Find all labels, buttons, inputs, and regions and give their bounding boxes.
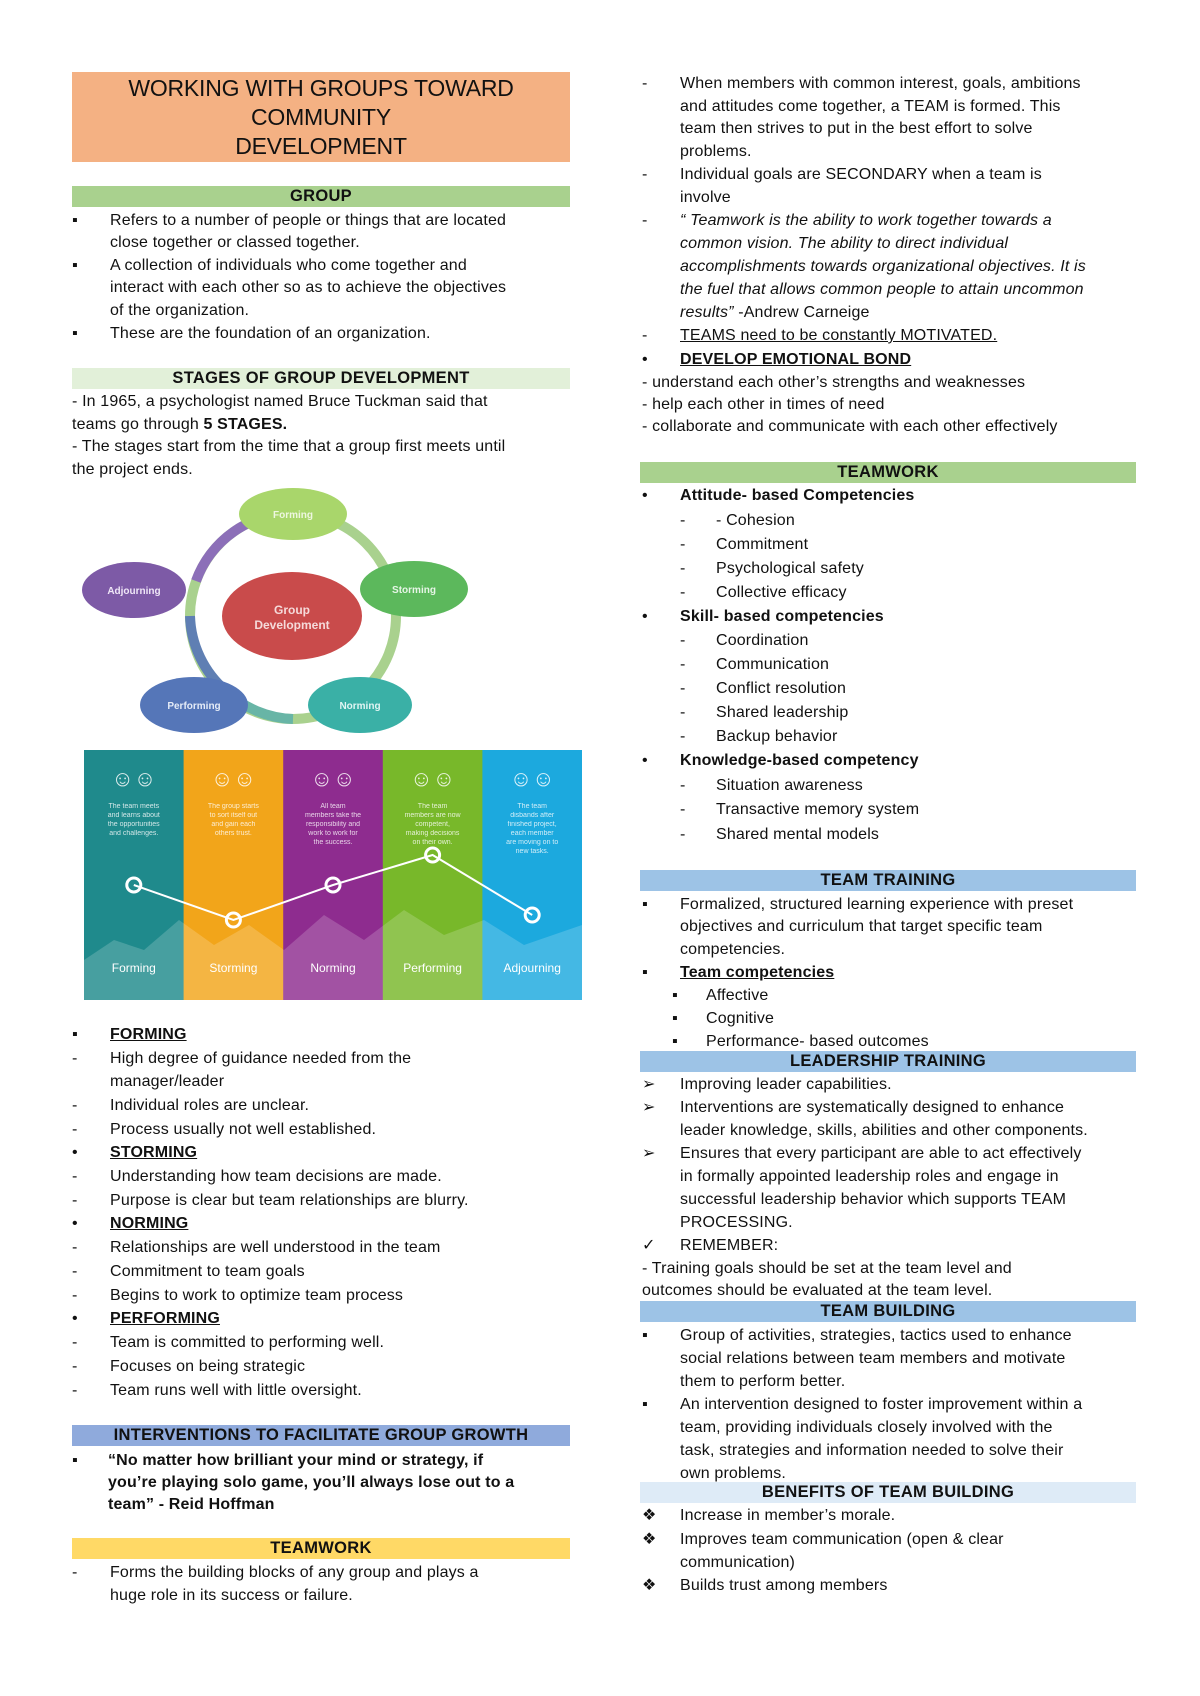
tuckman-stages-banner [84,750,582,1000]
team-people-icon: ☺☺ [310,766,356,791]
banner-description-line: members are now [404,812,461,819]
banner-description-line: The team [417,803,448,810]
norming-item-1: Relationships are well understood in the team [110,1239,441,1256]
stages-p1-line-2 [72,414,287,436]
right-item-1-line-1: When members with common interest, goals, ambitions [680,75,1081,92]
cycle-node-adjourning-label: Adjourning [107,586,161,597]
banner-description-line: The group starts [207,803,259,810]
bond-item-1: - understand each other’s strengths and weaknesses [642,374,1026,391]
teamwork-right-header: TEAMWORK [640,462,1136,483]
team-people-icon: ☺☺ [111,766,157,791]
banner-description-line: responsibility and [305,821,361,828]
cycle-node-forming-label: Forming [273,510,313,521]
forming-item-1-line-1: High degree of guidance needed from the [110,1050,412,1067]
bullet-dot: • [72,1215,78,1232]
bullet-square: ▪ [72,1452,78,1469]
bullet-square: ▪ [72,325,78,342]
dash: - [680,632,686,649]
team-people-icon: ☺☺ [210,766,256,791]
banner-description-line: competent, [415,821,450,828]
stages-header: STAGES OF GROUP DEVELOPMENT [72,368,570,389]
bullet-dot: • [642,351,648,368]
dash: - [642,327,648,344]
stages-count: 5 STAGES. [203,416,288,433]
knowledge-item-1: Situation awareness [716,777,863,794]
banner-description-line: making decisions [405,830,460,837]
team-building-item-1-line-2: social relations between team members and motivate [680,1350,1066,1367]
team-building-item-1-line-3: them to perform better. [680,1373,846,1390]
norming-item-3: Begins to work to optimize team process [110,1287,404,1304]
dash: - [72,1168,78,1185]
knowledge-title: Knowledge-based competency [680,752,919,769]
bond-item-3: - collaborate and communicate with each other effectively [642,418,1058,435]
bullet-square: ▪ [72,212,78,229]
right-item-1-line-3: team then strives to put in the best effort to solve [680,120,1033,137]
benefit-item-1: Increase in member’s morale. [680,1507,896,1524]
arrowhead-bullet-icon: ➢ [642,1076,656,1093]
motivated-line: TEAMS need to be constantly MOTIVATED. [680,327,998,344]
dash: - [72,1192,78,1209]
bullet-square: ▪ [72,257,78,274]
banner-description-line: The team meets [108,803,160,810]
remember-label: REMEMBER: [680,1237,779,1254]
leadership-item-3-line-3: successful leadership behavior which supports TEAM [680,1191,1067,1208]
forming-title: FORMING [110,1026,187,1043]
performing-item-1: Team is committed to performing well. [110,1334,385,1351]
benefit-item-2-line-1: Improves team communication (open & clear [680,1531,1004,1548]
cycle-node-performing-label: Performing [167,701,221,712]
interventions-quote-line-3: team” - Reid Hoffman [108,1496,275,1513]
knowledge-item-2: Transactive memory system [716,801,920,818]
norming-title: NORMING [110,1215,189,1232]
team-building-header: TEAM BUILDING [640,1301,1136,1322]
dash: - [72,1334,78,1351]
bond-title: DEVELOP EMOTIONAL BOND [680,351,912,368]
team-people-icon: ☺☺ [509,766,555,791]
group-item-1-line-1: Refers to a number of people or things that are located [110,212,507,229]
knowledge-item-3: Shared mental models [716,826,880,843]
banner-description-line: each member [510,830,554,837]
bullet-dot: • [642,487,648,504]
dash: - [680,704,686,721]
banner-description-line: the opportunities [107,821,160,828]
bullet-square: ▪ [642,896,648,913]
bullet-square: ▪ [642,964,648,981]
dash: - [680,560,686,577]
dash: - [72,1121,78,1138]
quote-author: -Andrew Carneige [733,304,870,321]
dash: - [642,166,648,183]
right-item-2-line-2: involve [680,189,731,206]
arrowhead-bullet-icon: ➢ [642,1145,656,1162]
leadership-item-2-line-1: Interventions are systematically designed to enhance [680,1099,1065,1116]
dash: - [680,584,686,601]
bullet-square: ▪ [672,1033,678,1050]
attitude-item-2: Commitment [716,536,809,553]
bullet-square: ▪ [672,1010,678,1027]
banner-label-storming: Storming [209,961,258,975]
title-line-2: COMMUNITY [250,104,392,130]
interventions-quote-line-1: “No matter how brilliant your mind or strategy, if [108,1452,484,1469]
attitude-item-1: - Cohesion [716,512,795,529]
leadership-item-3-line-2: in formally appointed leadership roles and engage in [680,1168,1059,1185]
teamwork-left-item-line-2: huge role in its success or failure. [110,1587,353,1604]
benefits-header: BENEFITS OF TEAM BUILDING [640,1482,1136,1503]
forming-item-2: Individual roles are unclear. [110,1097,310,1114]
banner-label-norming: Norming [310,961,356,975]
dash: - [680,512,686,529]
banner-description-line: members take the [304,812,362,819]
bullet-dot: • [642,752,648,769]
stages-p2-line-2: the project ends. [72,461,193,478]
title-line-1: WORKING WITH GROUPS TOWARD [128,75,514,101]
benefit-item-2-line-2: communication) [680,1554,796,1571]
stages-p2-line-1: - The stages start from the time that a group first meets until [72,438,506,455]
leadership-item-3-line-1: Ensures that every participant are able to act effectively [680,1145,1082,1162]
dash: - [642,75,648,92]
team-building-item-1-line-1: Group of activities, strategies, tactics used to enhance [680,1327,1072,1344]
performing-item-2: Focuses on being strategic [110,1358,306,1375]
interventions-quote-line-2: you’re playing solo game, you’ll always lose out to a [108,1474,515,1491]
group-item-2-line-1: A collection of individuals who come together and [110,257,467,274]
bullet-dot: • [72,1310,78,1327]
dash: - [680,680,686,697]
group-development-cycle-diagram [76,486,476,741]
leadership-note-line-1: - Training goals should be set at the team level and [642,1260,1012,1277]
team-competency-2: Cognitive [706,1010,775,1027]
title-line-3: DEVELOPMENT [235,133,407,159]
quote-line-2: common vision. The ability to direct individual [680,235,1009,252]
storming-item-1: Understanding how team decisions are made. [110,1168,442,1185]
leadership-training-header: LEADERSHIP TRAINING [640,1051,1136,1072]
team-building-item-2-line-3: task, strategies and information needed to solve their [680,1442,1064,1459]
attitude-item-3: Psychological safety [716,560,864,577]
dash: - [72,1239,78,1256]
banner-description-line: the success. [313,839,353,846]
banner-description-line: The team [517,803,547,810]
cycle-center-label-1: Group [274,603,310,617]
team-people-icon: ☺☺ [410,766,456,791]
skill-item-5: Backup behavior [716,728,838,745]
leadership-item-1: Improving leader capabilities. [680,1076,892,1093]
dash: - [72,1050,78,1067]
bullet-square: ▪ [672,987,678,1004]
dash: - [72,1287,78,1304]
group-item-2-line-2: interact with each other so as to achieve the objectives [110,279,507,296]
quote-end: results” [680,304,734,321]
group-item-3-line-1: These are the foundation of an organization. [110,325,431,342]
banner-label-adjourning: Adjourning [503,961,561,975]
quote-line-3: accomplishments towards organizational objectives. It is [680,258,1086,275]
banner-label-forming: Forming [111,961,156,975]
skill-item-3: Conflict resolution [716,680,847,697]
bullet-dot: • [72,1144,78,1161]
banner-description-line: disbands after [510,812,555,819]
team-training-item-1-line-2: objectives and curriculum that target specific team [680,918,1043,935]
team-competencies-title: Team competencies [680,964,835,981]
performing-title: PERFORMING [110,1310,220,1327]
bond-item-2: - help each other in times of need [642,396,885,413]
diamond-bullet-icon: ❖ [642,1507,657,1524]
skill-item-2: Communication [716,656,830,673]
leadership-note-line-2: outcomes should be evaluated at the team level. [642,1282,993,1299]
group-item-2-line-3: of the organization. [110,302,250,319]
teamwork-left-header: TEAMWORK [72,1538,570,1559]
teamwork-left-item-line-1: Forms the building blocks of any group and plays a [110,1564,479,1581]
banner-description-line: are moving on to [506,839,559,846]
bullet-square: ▪ [642,1396,648,1413]
diamond-bullet-icon: ❖ [642,1577,657,1594]
dash: - [72,1564,78,1581]
diamond-bullet-icon: ❖ [642,1531,657,1548]
right-item-1-line-2: and attitudes come together, a TEAM is formed. This [680,98,1061,115]
storming-title: STORMING [110,1144,198,1161]
leadership-item-3-line-4: PROCESSING. [680,1214,793,1231]
bullet-dot: • [642,608,648,625]
bullet-square: ▪ [642,1327,648,1344]
team-building-item-2-line-4: own problems. [680,1465,786,1482]
banner-description-line: All team [320,803,346,810]
norming-item-2: Commitment to team goals [110,1263,305,1280]
dash: - [642,212,648,229]
interventions-header: INTERVENTIONS TO FACILITATE GROUP GROWTH [72,1425,570,1446]
banner-description-line: work to work for [308,830,358,837]
team-competency-1: Affective [706,987,769,1004]
banner-description-line: finished project, [507,821,557,828]
banner-description-line: and learns about [107,812,160,819]
attitude-item-4: Collective efficacy [716,584,847,601]
skill-item-4: Shared leadership [716,704,849,721]
cycle-center-label-2: Development [254,618,330,632]
dash: - [680,826,686,843]
dash: - [72,1097,78,1114]
banner-description-line: and challenges. [109,830,159,837]
dash: - [680,656,686,673]
benefit-item-3: Builds trust among members [680,1577,888,1594]
dash: - [72,1358,78,1375]
dash: - [680,777,686,794]
leadership-item-2-line-2: leader knowledge, skills, abilities and other components. [680,1122,1088,1139]
right-item-2-line-1: Individual goals are SECONDARY when a team is [680,166,1042,183]
right-item-1-line-4: problems. [680,143,752,160]
banner-description-line: and gain each [211,821,256,828]
forming-item-1-line-2: manager/leader [110,1073,225,1090]
quote-line-5 [680,302,870,324]
group-header: GROUP [72,186,570,207]
team-building-item-2-line-2: team, providing individuals closely involved with the [680,1419,1053,1436]
dash: - [72,1382,78,1399]
skill-title: Skill- based competencies [680,608,884,625]
stages-p1-line-1: - In 1965, a psychologist named Bruce Tuckman said that [72,393,488,410]
quote-line-1: “ Teamwork is the ability to work together towards a [680,212,1052,229]
forming-item-3: Process usually not well established. [110,1121,377,1138]
banner-description-line: to sort itself out [209,812,258,819]
arrowhead-bullet-icon: ➢ [642,1099,656,1116]
team-competency-3: Performance- based outcomes [706,1033,929,1050]
team-training-item-1-line-1: Formalized, structured learning experience with preset [680,896,1074,913]
storming-item-2: Purpose is clear but team relationships are blurry. [110,1192,469,1209]
banner-description-line: on their own. [412,839,453,846]
team-training-item-1-line-3: competencies. [680,941,786,958]
banner-description-line: new tasks. [515,848,549,855]
stages-p1-text: teams go through [72,416,204,433]
dash: - [72,1263,78,1280]
attitude-title: Attitude- based Competencies [680,487,915,504]
dash: - [680,728,686,745]
bullet-square: ▪ [72,1026,78,1043]
banner-description-line: others trust. [214,830,252,837]
banner-label-performing: Performing [403,961,462,975]
checkmark-icon: ✓ [642,1237,656,1254]
performing-item-3: Team runs well with little oversight. [110,1382,362,1399]
team-building-item-2-line-1: An intervention designed to foster improvement within a [680,1396,1083,1413]
cycle-node-norming-label: Norming [339,701,381,712]
team-training-header: TEAM TRAINING [640,870,1136,891]
document-title [72,72,570,162]
dash: - [680,801,686,818]
quote-line-4: the fuel that allows common people to attain uncommon [680,281,1084,298]
skill-item-1: Coordination [716,632,809,649]
dash: - [680,536,686,553]
group-item-1-line-2: close together or classed together. [110,234,360,251]
cycle-node-storming-label: Storming [392,585,436,596]
